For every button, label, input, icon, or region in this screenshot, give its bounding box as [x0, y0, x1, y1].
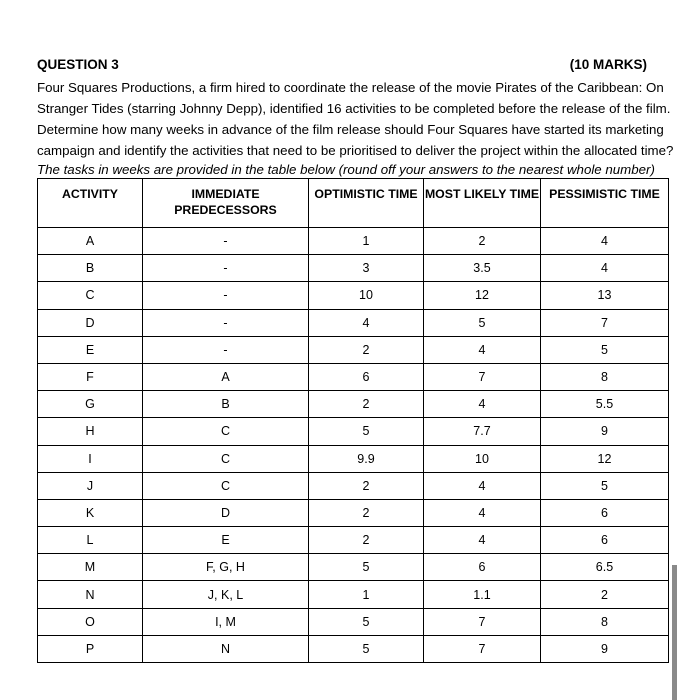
cell-optimistic: 1 — [309, 228, 424, 255]
cell-predecessors: B — [143, 391, 309, 418]
cell-optimistic: 5 — [309, 418, 424, 445]
cell-predecessors: I, M — [143, 608, 309, 635]
cell-activity: M — [38, 554, 143, 581]
cell-pessimistic: 5.5 — [541, 391, 669, 418]
cell-optimistic: 5 — [309, 554, 424, 581]
cell-activity: B — [38, 255, 143, 282]
cell-pessimistic: 7 — [541, 309, 669, 336]
table-row — [38, 282, 669, 309]
cell-predecessors: N — [143, 635, 309, 662]
question-paragraph: Four Squares Productions, a firm hired to coordinate the release of the movie Pirates of the Caribbean: On Stranger Tides (starring Johnny Depp), identified 16 activities to be completed before the release of the film. Determine how many weeks in advance of the film release should Four Squares have started its marketing campaign and identify the activities that need to be prioritised to deliver the project within the allocated time? — [37, 80, 674, 158]
cell-pessimistic: 6.5 — [541, 554, 669, 581]
cell-optimistic: 10 — [309, 282, 424, 309]
table-row — [38, 608, 669, 635]
table-row — [38, 336, 669, 363]
cell-activity: P — [38, 635, 143, 662]
table-row — [38, 472, 669, 499]
cell-activity: C — [38, 282, 143, 309]
cell-activity: E — [38, 336, 143, 363]
cell-predecessors: - — [143, 228, 309, 255]
table-row — [38, 527, 669, 554]
cell-activity: F — [38, 363, 143, 390]
cell-pessimistic: 4 — [541, 228, 669, 255]
table-row — [38, 363, 669, 390]
question-header — [37, 57, 647, 72]
cell-activity: O — [38, 608, 143, 635]
cell-optimistic: 5 — [309, 608, 424, 635]
cell-pessimistic: 9 — [541, 418, 669, 445]
cell-predecessors: - — [143, 282, 309, 309]
cell-optimistic: 2 — [309, 472, 424, 499]
cell-most-likely: 4 — [424, 499, 541, 526]
cell-predecessors: - — [143, 255, 309, 282]
cell-activity: K — [38, 499, 143, 526]
question-marks: (10 MARKS) — [569, 57, 647, 72]
cell-optimistic: 2 — [309, 527, 424, 554]
cell-most-likely: 7 — [424, 635, 541, 662]
cell-predecessors: E — [143, 527, 309, 554]
cell-activity: G — [38, 391, 143, 418]
table-row — [38, 228, 669, 255]
cell-pessimistic: 9 — [541, 635, 669, 662]
cell-pessimistic: 6 — [541, 527, 669, 554]
cell-predecessors: C — [143, 418, 309, 445]
cell-predecessors: D — [143, 499, 309, 526]
cell-pessimistic: 4 — [541, 255, 669, 282]
cell-most-likely: 4 — [424, 391, 541, 418]
cell-most-likely: 4 — [424, 527, 541, 554]
cell-most-likely: 10 — [424, 445, 541, 472]
cell-activity: J — [38, 472, 143, 499]
cell-optimistic: 2 — [309, 499, 424, 526]
cell-predecessors: - — [143, 336, 309, 363]
cell-activity: D — [38, 309, 143, 336]
question-title: QUESTION 3 — [37, 57, 119, 72]
cell-activity: I — [38, 445, 143, 472]
cell-activity: H — [38, 418, 143, 445]
cell-pessimistic: 8 — [541, 363, 669, 390]
table-row — [38, 635, 669, 662]
header-predecessors: IMMEDIATE PREDECESSORS — [143, 179, 309, 228]
cell-most-likely: 12 — [424, 282, 541, 309]
cell-most-likely: 2 — [424, 228, 541, 255]
activity-table — [37, 178, 669, 663]
table-row — [38, 554, 669, 581]
cell-optimistic: 3 — [309, 255, 424, 282]
cell-optimistic: 1 — [309, 581, 424, 608]
cell-predecessors: A — [143, 363, 309, 390]
cell-predecessors: J, K, L — [143, 581, 309, 608]
cell-most-likely: 1.1 — [424, 581, 541, 608]
cell-activity: N — [38, 581, 143, 608]
cell-pessimistic: 12 — [541, 445, 669, 472]
cell-most-likely: 6 — [424, 554, 541, 581]
cell-predecessors: - — [143, 309, 309, 336]
cell-pessimistic: 2 — [541, 581, 669, 608]
table-row — [38, 309, 669, 336]
header-pessimistic: PESSIMISTIC TIME — [541, 179, 669, 228]
cell-pessimistic: 6 — [541, 499, 669, 526]
cell-most-likely: 5 — [424, 309, 541, 336]
cell-most-likely: 4 — [424, 336, 541, 363]
header-activity: ACTIVITY — [38, 179, 143, 228]
cell-optimistic: 2 — [309, 336, 424, 363]
cell-pessimistic: 5 — [541, 472, 669, 499]
header-optimistic: OPTIMISTIC TIME — [309, 179, 424, 228]
cell-predecessors: F, G, H — [143, 554, 309, 581]
table-row — [38, 418, 669, 445]
scrollbar[interactable] — [672, 565, 677, 700]
table-row — [38, 499, 669, 526]
cell-optimistic: 2 — [309, 391, 424, 418]
cell-optimistic: 9.9 — [309, 445, 424, 472]
cell-most-likely: 4 — [424, 472, 541, 499]
cell-optimistic: 5 — [309, 635, 424, 662]
cell-pessimistic: 13 — [541, 282, 669, 309]
cell-optimistic: 4 — [309, 309, 424, 336]
cell-optimistic: 6 — [309, 363, 424, 390]
cell-most-likely: 7 — [424, 608, 541, 635]
cell-predecessors: C — [143, 472, 309, 499]
header-most-likely: MOST LIKELY TIME — [424, 179, 541, 228]
table-note: The tasks in weeks are provided in the table below (round off your answers to the nearest whole number) — [37, 162, 655, 177]
cell-pessimistic: 5 — [541, 336, 669, 363]
cell-pessimistic: 8 — [541, 608, 669, 635]
table-header-row — [38, 179, 669, 228]
cell-predecessors: C — [143, 445, 309, 472]
table-row — [38, 581, 669, 608]
table-row — [38, 255, 669, 282]
table-body — [38, 228, 669, 663]
table-row — [38, 445, 669, 472]
cell-activity: A — [38, 228, 143, 255]
cell-most-likely: 3.5 — [424, 255, 541, 282]
cell-activity: L — [38, 527, 143, 554]
cell-most-likely: 7.7 — [424, 418, 541, 445]
table-row — [38, 391, 669, 418]
cell-most-likely: 7 — [424, 363, 541, 390]
